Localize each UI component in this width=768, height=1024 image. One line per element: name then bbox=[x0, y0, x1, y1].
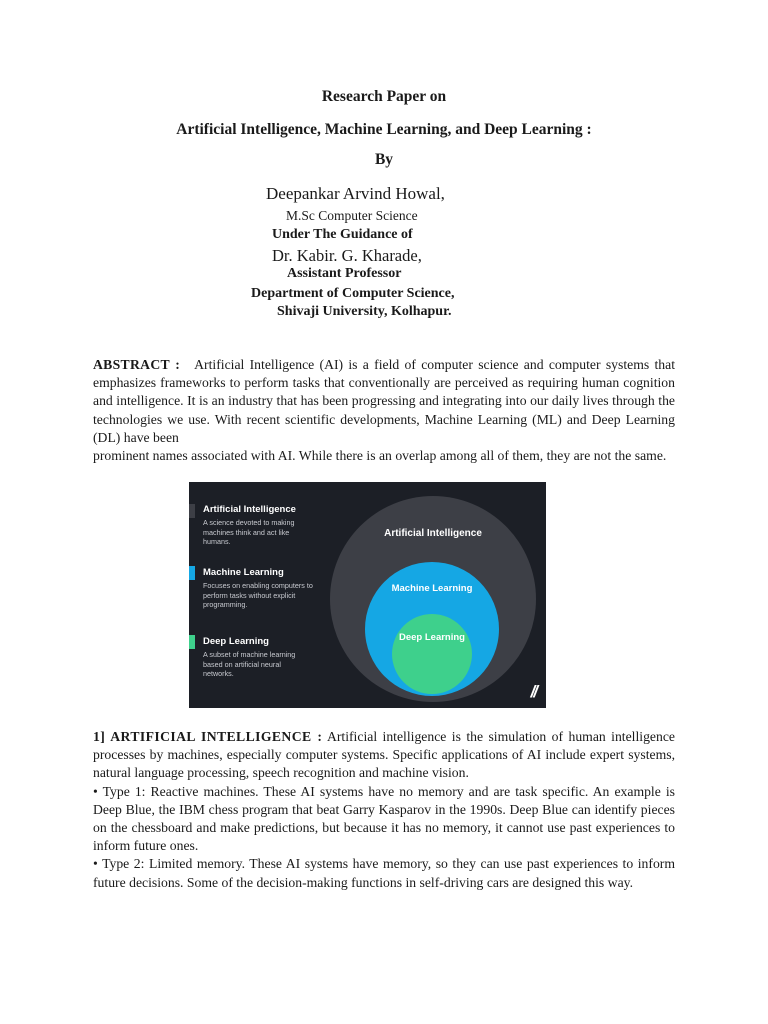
abstract-label: ABSTRACT : bbox=[93, 357, 181, 372]
guide-name: Dr. Kabir. G. Kharade, bbox=[272, 246, 422, 265]
bullet-type-1: • Type 1: Reactive machines. These AI systems have no memory and are task specific. An example is Deep Blue, the IBM chess program that beat Garry Kasparov in the 1990s. Deep Blue can identify pieces on the chessboard and make predictions, but because it has no memory, it cannot use past experiences to inform future ones. bbox=[93, 783, 675, 854]
brand-logo-icon: // bbox=[530, 682, 536, 701]
guide-role: Assistant Professor bbox=[287, 266, 402, 281]
section-heading: 1] ARTIFICIAL INTELLIGENCE : bbox=[93, 729, 323, 744]
legend-desc-dl: A subset of machine learning based on artificial neural networks. bbox=[203, 650, 296, 678]
legend-desc-ai: A science devoted to making machines think and act like humans. bbox=[203, 518, 295, 546]
legend-swatch-ai bbox=[189, 504, 195, 518]
author-name: Deepankar Arvind Howal, bbox=[266, 184, 445, 203]
section-intro: Artificial intelligence is the simulation of human intelligence processes by machines, especially computer systems. Specific applications of AI include expert systems, natural language processing, speech recognition and machine vision. bbox=[93, 729, 676, 781]
author-degree: M.Sc Computer Science bbox=[286, 208, 418, 223]
section-ai-paragraph bbox=[93, 728, 675, 892]
ai-circle-label: Artificial Intelligence bbox=[384, 528, 482, 539]
legend-title-ml: Machine Learning bbox=[203, 567, 284, 578]
legend-swatch-ml bbox=[189, 566, 195, 580]
bullet-type-2: • Type 2: Limited memory. These AI systems have memory, so they can use past experiences to inform future decisions. Some of the decision-making functions in self-driving cars are designed this way. bbox=[93, 856, 675, 890]
paper-subtitle: Artificial Intelligence, Machine Learning, and Deep Learning : bbox=[176, 121, 592, 138]
department: Department of Computer Science, bbox=[251, 286, 455, 301]
dl-circle bbox=[392, 614, 472, 694]
legend-swatch-dl bbox=[189, 635, 195, 649]
university: Shivaji University, Kolhapur. bbox=[277, 304, 452, 319]
legend-desc-ml: Focuses on enabling computers to perform tasks without explicit programming. bbox=[203, 581, 313, 609]
legend-title-dl: Deep Learning bbox=[203, 636, 269, 647]
by-line: By bbox=[374, 151, 394, 168]
abstract-text-continued: prominent names associated with AI. While there is an overlap among all of them, they are not the same. bbox=[93, 448, 667, 464]
paper-title: Research Paper on bbox=[321, 88, 447, 105]
ai-ml-dl-figure bbox=[189, 482, 546, 708]
guidance-label: Under The Guidance of bbox=[272, 227, 413, 242]
legend-title-ai: Artificial Intelligence bbox=[203, 504, 296, 515]
abstract-paragraph bbox=[93, 356, 675, 465]
abstract-text: Artificial Intelligence (AI) is a field of computer science and computer systems that emphasizes frameworks to perform tasks that conventionally are perceived as requiring human cognition and intelligence. It is an industry that has been progressing and integrating into our daily lives through the technologies we use. With recent scientific developments, Machine Learning (ML) and Deep Learning (DL) have been bbox=[93, 357, 675, 445]
ml-circle-label: Machine Learning bbox=[391, 583, 473, 594]
dl-circle-label: Deep Learning bbox=[399, 632, 465, 643]
